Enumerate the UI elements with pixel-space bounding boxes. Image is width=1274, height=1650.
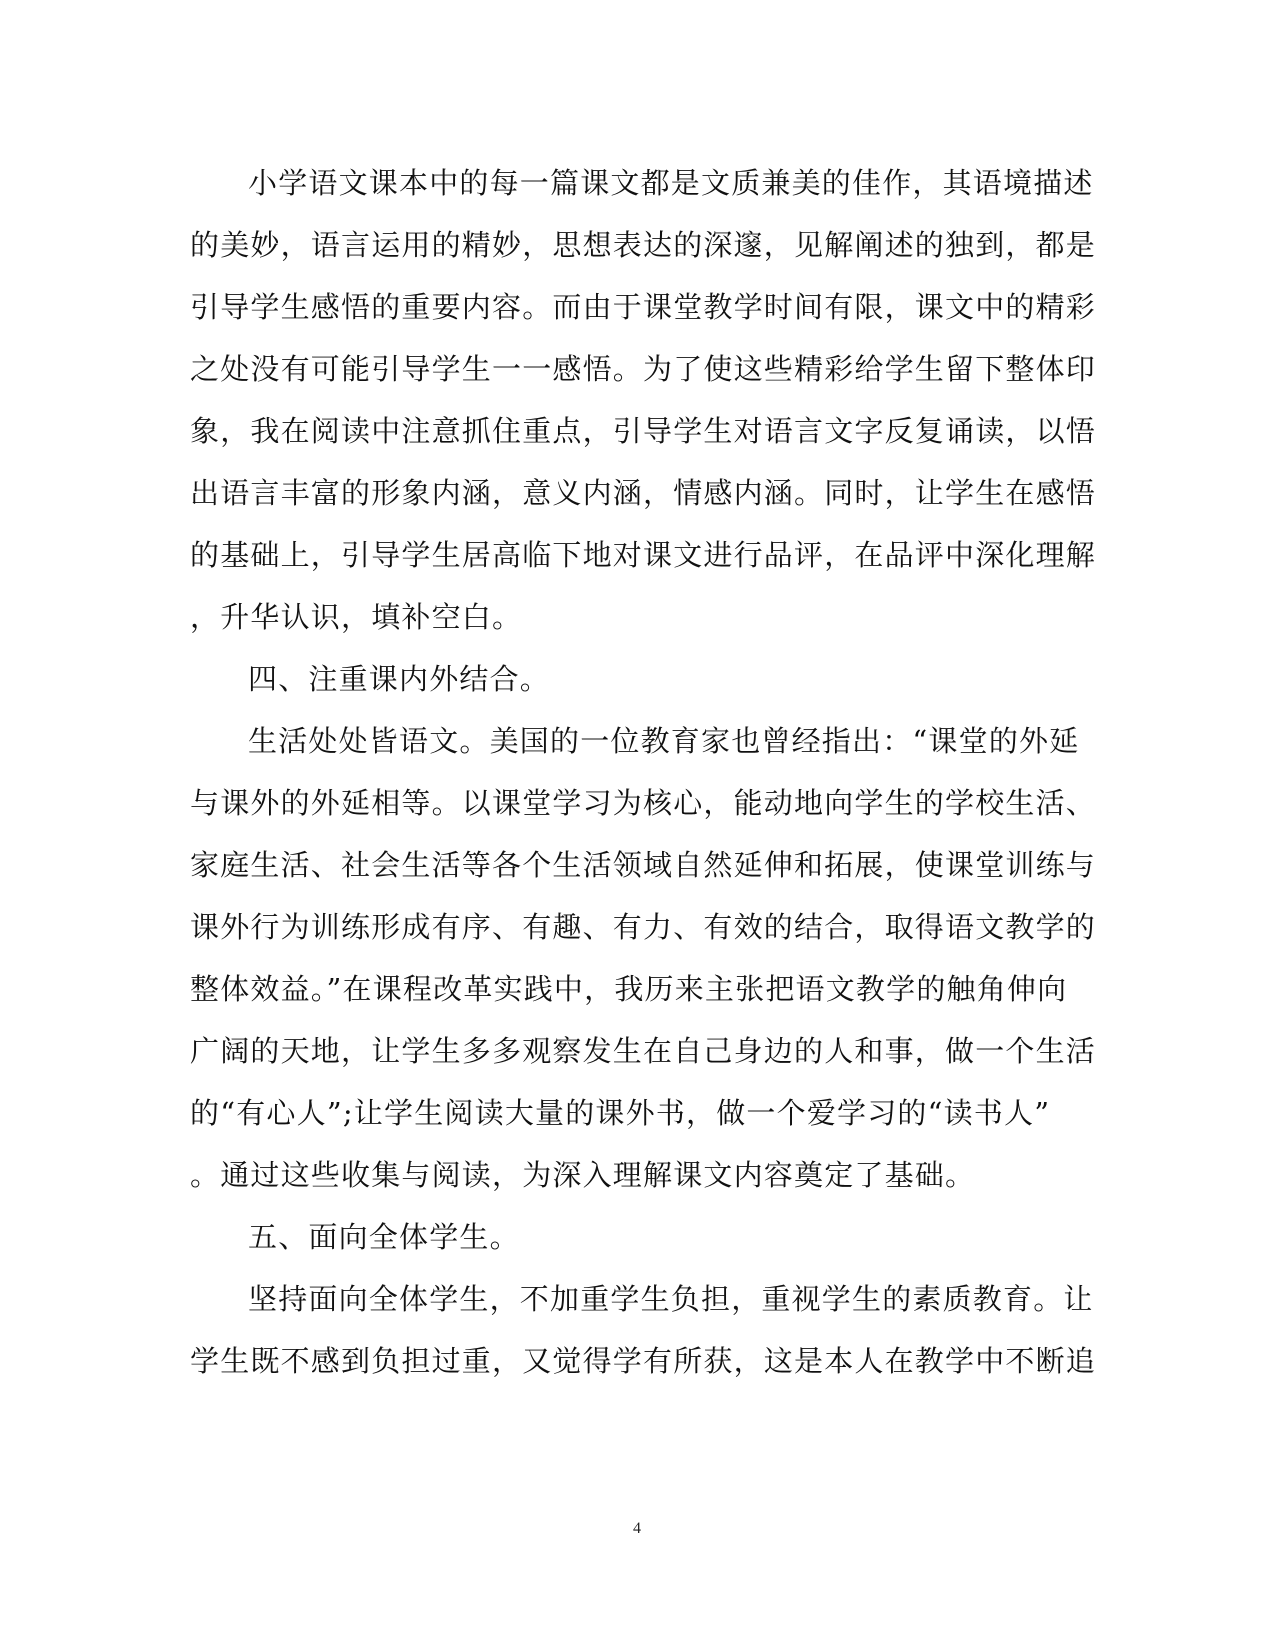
section-heading: 四、注重课内外结合。 <box>248 662 551 696</box>
paragraph-line: 坚持面向全体学生，不加重学生负担，重视学生的素质教育。让 <box>248 1282 1094 1316</box>
paragraph-line: 广阔的天地，让学生多多观察发生在自己身边的人和事，做一个生活 <box>190 1034 1097 1068</box>
paragraph-line: 课外行为训练形成有序、有趣、有力、有效的结合，取得语文教学的 <box>190 910 1097 944</box>
paragraph-line: 家庭生活、社会生活等各个生活领域自然延伸和拓展，使课堂训练与 <box>190 848 1097 882</box>
paragraph-line: 学生既不感到负担过重，又觉得学有所获，这是本人在教学中不断追 <box>190 1344 1097 1378</box>
paragraph-line: ，升华认识，填补空白。 <box>190 600 523 634</box>
paragraph-line: 整体效益。”在课程改革实践中，我历来主张把语文教学的触角伸向 <box>190 972 1068 1006</box>
section-heading: 五、面向全体学生。 <box>248 1220 520 1254</box>
paragraph-line: 的“有心人”;让学生阅读大量的课外书，做一个爱学习的“读书人” <box>190 1096 1051 1130</box>
paragraph-line: 的美妙，语言运用的精妙，思想表达的深邃，见解阐述的独到，都是 <box>190 228 1097 262</box>
paragraph-line: 。通过这些收集与阅读，为深入理解课文内容奠定了基础。 <box>190 1158 976 1192</box>
paragraph-line: 小学语文课本中的每一篇课文都是文质兼美的佳作，其语境描述 <box>248 166 1094 200</box>
paragraph-line: 象，我在阅读中注意抓住重点，引导学生对语言文字反复诵读，以悟 <box>190 414 1097 448</box>
paragraph-line: 引导学生感悟的重要内容。而由于课堂教学时间有限，课文中的精彩 <box>190 290 1097 324</box>
paragraph-line: 与课外的外延相等。以课堂学习为核心，能动地向学生的学校生活、 <box>190 786 1097 820</box>
paragraph-line: 生活处处皆语文。美国的一位教育家也曾经指出：“课堂的外延 <box>248 724 1080 758</box>
paragraph-line: 出语言丰富的形象内涵，意义内涵，情感内涵。同时，让学生在感悟 <box>190 476 1097 510</box>
paragraph-line: 之处没有可能引导学生一一感悟。为了使这些精彩给学生留下整体印 <box>190 352 1097 386</box>
page-number: 4 <box>633 1520 641 1537</box>
paragraph-line: 的基础上，引导学生居高临下地对课文进行品评，在品评中深化理解 <box>190 538 1097 572</box>
